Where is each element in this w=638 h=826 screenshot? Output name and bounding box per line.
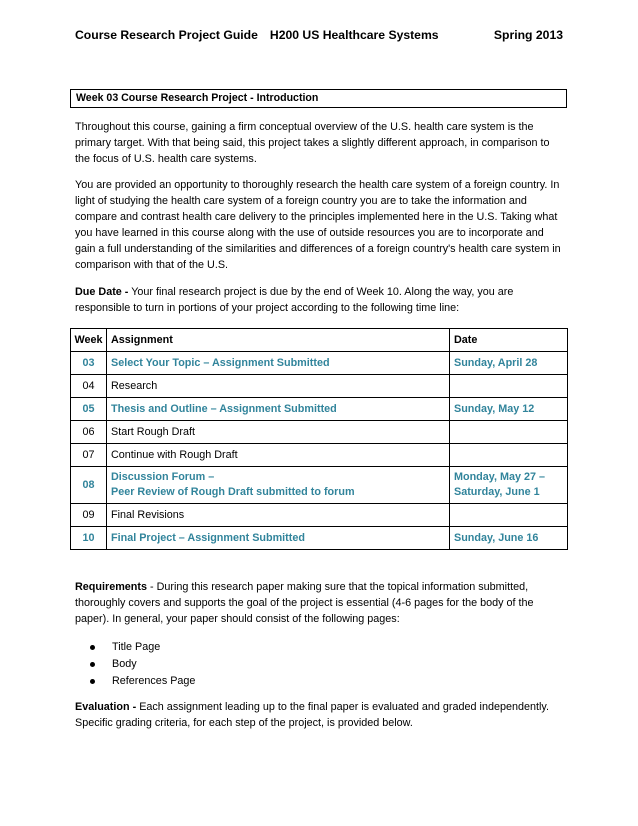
- table-row: [71, 467, 568, 504]
- row-week: 06: [71, 421, 107, 444]
- row-date: Sunday, June 16: [450, 527, 568, 550]
- table-row: [71, 527, 568, 550]
- timeline-table: [70, 328, 568, 550]
- row-week: 05: [71, 398, 107, 421]
- list-item: [90, 639, 195, 656]
- table-row: [71, 421, 568, 444]
- row-assignment: Select Your Topic – Assignment Submitted: [107, 352, 450, 375]
- row-assignment: [107, 467, 450, 504]
- due-date-paragraph: [75, 284, 565, 316]
- list-item-label: Body: [112, 658, 137, 670]
- row-date-line-1: Monday, May 27 –: [454, 471, 546, 483]
- bullet-icon: [90, 662, 95, 667]
- list-item: [90, 656, 195, 673]
- evaluation-text: Each assignment leading up to the final paper is evaluated and graded independently. Specific grading criteria, for each step of the project, is provided below.: [75, 701, 549, 729]
- table-row: [71, 352, 568, 375]
- row-date: Sunday, April 28: [450, 352, 568, 375]
- list-item: [90, 673, 195, 690]
- row-week: 10: [71, 527, 107, 550]
- row-week: 08: [71, 467, 107, 504]
- table-row: [71, 444, 568, 467]
- requirements-text: - During this research paper making sure that the topical information submitted, thoroughly covers and supports the goal of the project is essential (4-6 pages for the body of the paper). In general, your paper should consist of the following pages:: [75, 581, 534, 625]
- row-date: [450, 444, 568, 467]
- row-assignment-line-2: Peer Review of Rough Draft submitted to forum: [111, 486, 355, 498]
- header-week: Week: [71, 329, 107, 352]
- section-title: Week 03 Course Research Project - Introduction: [70, 89, 567, 108]
- table-row: [71, 375, 568, 398]
- evaluation-label: Evaluation -: [75, 701, 137, 713]
- required-pages-list: [90, 639, 195, 690]
- row-date: [450, 467, 568, 504]
- due-date-label: Due Date -: [75, 286, 129, 298]
- row-week: 04: [71, 375, 107, 398]
- row-date-line-2: Saturday, June 1: [454, 486, 540, 498]
- list-item-label: References Page: [112, 675, 196, 687]
- header-assignment: Assignment: [107, 329, 450, 352]
- requirements-paragraph: [75, 579, 565, 627]
- table-header-row: [71, 329, 568, 352]
- row-date: Sunday, May 12: [450, 398, 568, 421]
- due-date-text: Your final research project is due by the end of Week 10. Along the way, you are responsible to turn in portions of your project according to the following time line:: [75, 286, 514, 314]
- row-assignment-line-1: Discussion Forum –: [111, 471, 215, 483]
- row-assignment: Final Project – Assignment Submitted: [107, 527, 450, 550]
- list-item-label: Title Page: [112, 641, 161, 653]
- row-week: 09: [71, 504, 107, 527]
- row-date: [450, 375, 568, 398]
- table-row: [71, 398, 568, 421]
- row-week: 07: [71, 444, 107, 467]
- table-row: [71, 504, 568, 527]
- row-week: 03: [71, 352, 107, 375]
- intro-paragraph-1: Throughout this course, gaining a firm conceptual overview of the U.S. health care system is the primary target. With that being said, this project takes a slightly different approach, in comparison to the focus of U.S. health care systems.: [75, 121, 550, 165]
- header-date: Date: [450, 329, 568, 352]
- evaluation-paragraph: [75, 699, 565, 731]
- header-title: Course Research Project Guide: [75, 28, 258, 42]
- row-assignment: Thesis and Outline – Assignment Submitted: [107, 398, 450, 421]
- row-date: [450, 504, 568, 527]
- row-date: [450, 421, 568, 444]
- header-course: H200 US Healthcare Systems: [269, 28, 439, 42]
- page-header: [75, 28, 563, 42]
- header-term: Spring 2013: [493, 28, 563, 42]
- bullet-icon: [90, 679, 95, 684]
- intro-paragraph-2: You are provided an opportunity to thoroughly research the health care system of a foreign country. In light of studying the health care system of a foreign country you are to take the information and compare and contrast health care delivery to the principles implemented here in the U.S. Taking what you have learned in this course along with the use of outside resources you are to incorporate and gain a full understanding of the similarities and differences of a foreign country's health care system in comparison with that of the U.S.: [75, 179, 561, 271]
- row-assignment: Research: [107, 375, 450, 398]
- row-assignment: Final Revisions: [107, 504, 450, 527]
- row-assignment: Start Rough Draft: [107, 421, 450, 444]
- requirements-label: Requirements: [75, 581, 147, 593]
- row-assignment: Continue with Rough Draft: [107, 444, 450, 467]
- bullet-icon: [90, 645, 95, 650]
